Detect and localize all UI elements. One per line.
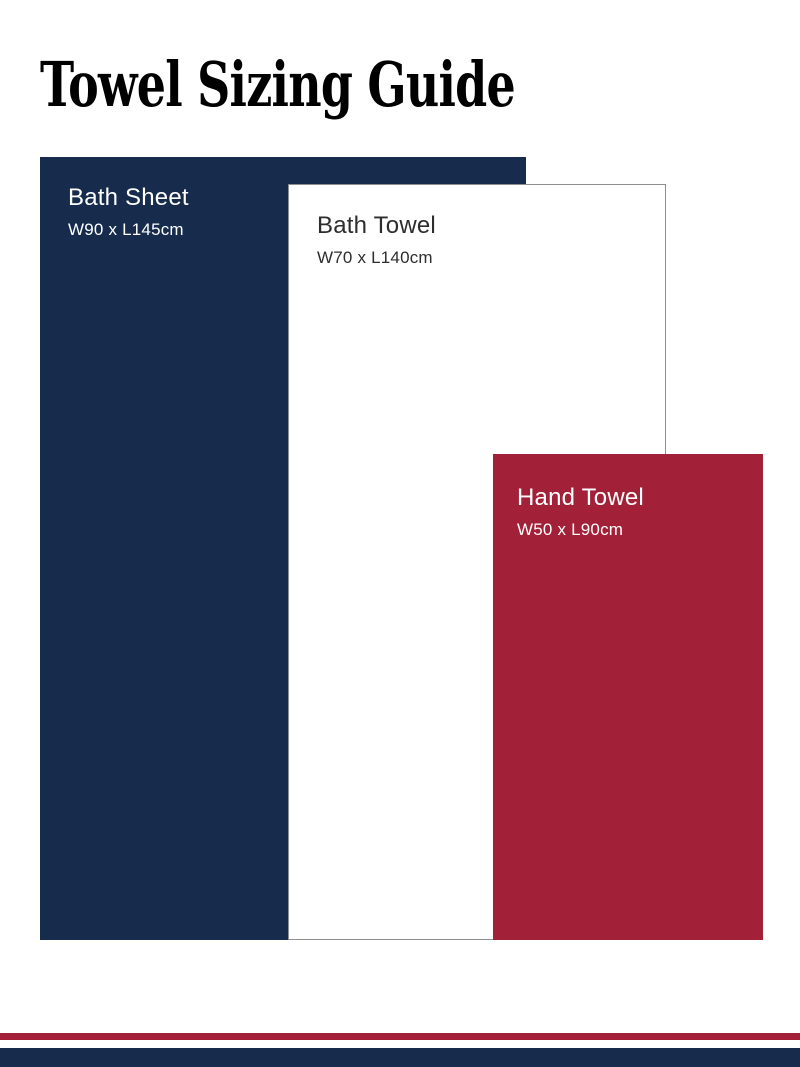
towel-dimensions: W90 x L145cm <box>68 220 184 240</box>
towel-name: Hand Towel <box>517 484 644 511</box>
towel-label <box>289 185 665 268</box>
towel-label <box>493 454 763 540</box>
towel-name: Bath Towel <box>317 212 436 239</box>
towel-dimensions: W50 x L90cm <box>517 520 624 540</box>
towel-dimensions: W70 x L140cm <box>317 248 433 268</box>
footer-navy-bar <box>0 1048 800 1067</box>
footer-red-stripe <box>0 1033 800 1040</box>
towel-name: Bath Sheet <box>68 184 189 211</box>
page-title: Towel Sizing Guide <box>40 48 515 121</box>
towel-hand-towel <box>493 454 763 940</box>
